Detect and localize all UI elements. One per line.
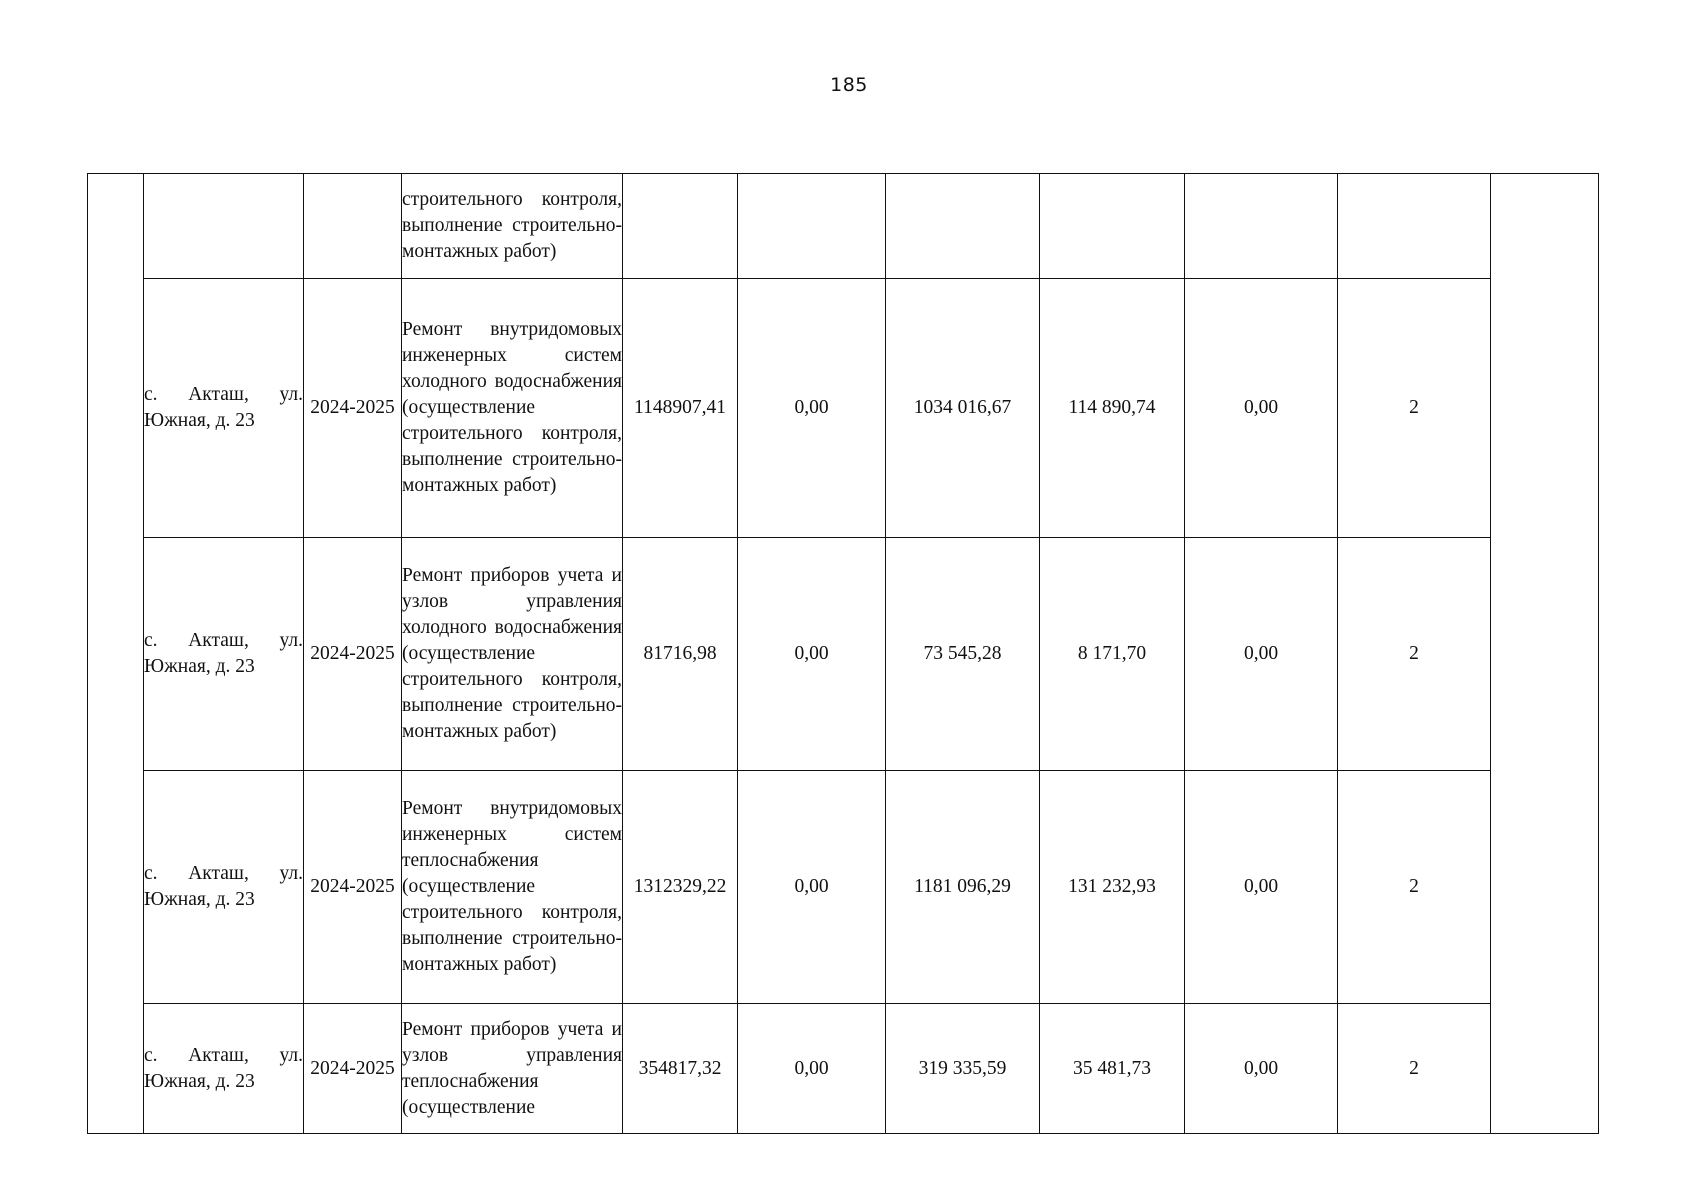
col-b-cell: 1181 096,29: [886, 771, 1040, 1004]
description-cell: Ремонт приборов учета и узлов управления холодного водоснабжения (осуществление строительного контроля, выполнение строительно-монтажных работ): [402, 538, 623, 771]
table-row: [88, 771, 1599, 1004]
total-cell: 81716,98: [623, 538, 738, 771]
col-b-cell: 73 545,28: [886, 538, 1040, 771]
table-row: [88, 538, 1599, 771]
total-cell: 1312329,22: [623, 771, 738, 1004]
col-a-cell: 0,00: [738, 771, 886, 1004]
col-d-cell: 0,00: [1185, 771, 1338, 1004]
address-cell: [144, 174, 304, 279]
years-cell: 2024-2025: [304, 538, 402, 771]
address-cell: с. Акташ, ул. Южная, д. 23: [144, 279, 304, 538]
col-a-cell: 0,00: [738, 538, 886, 771]
years-cell: [304, 174, 402, 279]
description-cell: строительного контроля, выполнение строительно-монтажных работ): [402, 174, 623, 279]
col-b-cell: 319 335,59: [886, 1004, 1040, 1134]
col-c-cell: [1040, 174, 1185, 279]
col-e-cell: 2: [1338, 279, 1491, 538]
address-cell: с. Акташ, ул. Южная, д. 23: [144, 771, 304, 1004]
years-cell: 2024-2025: [304, 771, 402, 1004]
address-cell: с. Акташ, ул. Южная, д. 23: [144, 538, 304, 771]
years-cell: 2024-2025: [304, 1004, 402, 1134]
col-e-cell: [1338, 174, 1491, 279]
col-d-cell: 0,00: [1185, 279, 1338, 538]
description-cell: Ремонт приборов учета и узлов управления теплоснабжения (осуществление: [402, 1004, 623, 1134]
col-a-cell: 0,00: [738, 1004, 886, 1134]
table-row: [88, 279, 1599, 538]
col-c-cell: 35 481,73: [1040, 1004, 1185, 1134]
years-cell: 2024-2025: [304, 279, 402, 538]
col-c-cell: 8 171,70: [1040, 538, 1185, 771]
col-d-cell: 0,00: [1185, 1004, 1338, 1134]
col-a-cell: 0,00: [738, 279, 886, 538]
total-cell: 354817,32: [623, 1004, 738, 1134]
col-c-cell: 114 890,74: [1040, 279, 1185, 538]
total-cell: [623, 174, 738, 279]
col-e-cell: 2: [1338, 771, 1491, 1004]
col-e-cell: 2: [1338, 1004, 1491, 1134]
col-b-cell: 1034 016,67: [886, 279, 1040, 538]
last-column-cell: [1491, 174, 1599, 1134]
col-d-cell: 0,00: [1185, 538, 1338, 771]
col-b-cell: [886, 174, 1040, 279]
address-cell: с. Акташ, ул. Южная, д. 23: [144, 1004, 304, 1134]
col-c-cell: 131 232,93: [1040, 771, 1185, 1004]
description-cell: Ремонт внутридомовых инженерных систем холодного водоснабжения (осуществление строительного контроля, выполнение строительно-монтажных работ): [402, 279, 623, 538]
page-number: 185: [830, 74, 868, 96]
col-d-cell: [1185, 174, 1338, 279]
total-cell: 1148907,41: [623, 279, 738, 538]
table-row: [88, 1004, 1599, 1134]
index-cell: [88, 174, 144, 1134]
col-e-cell: 2: [1338, 538, 1491, 771]
description-cell: Ремонт внутридомовых инженерных систем теплоснабжения (осуществление строительного контроля, выполнение строительно-монтажных работ): [402, 771, 623, 1004]
col-a-cell: [738, 174, 886, 279]
works-table: [87, 173, 1599, 1134]
table-row: [88, 174, 1599, 279]
